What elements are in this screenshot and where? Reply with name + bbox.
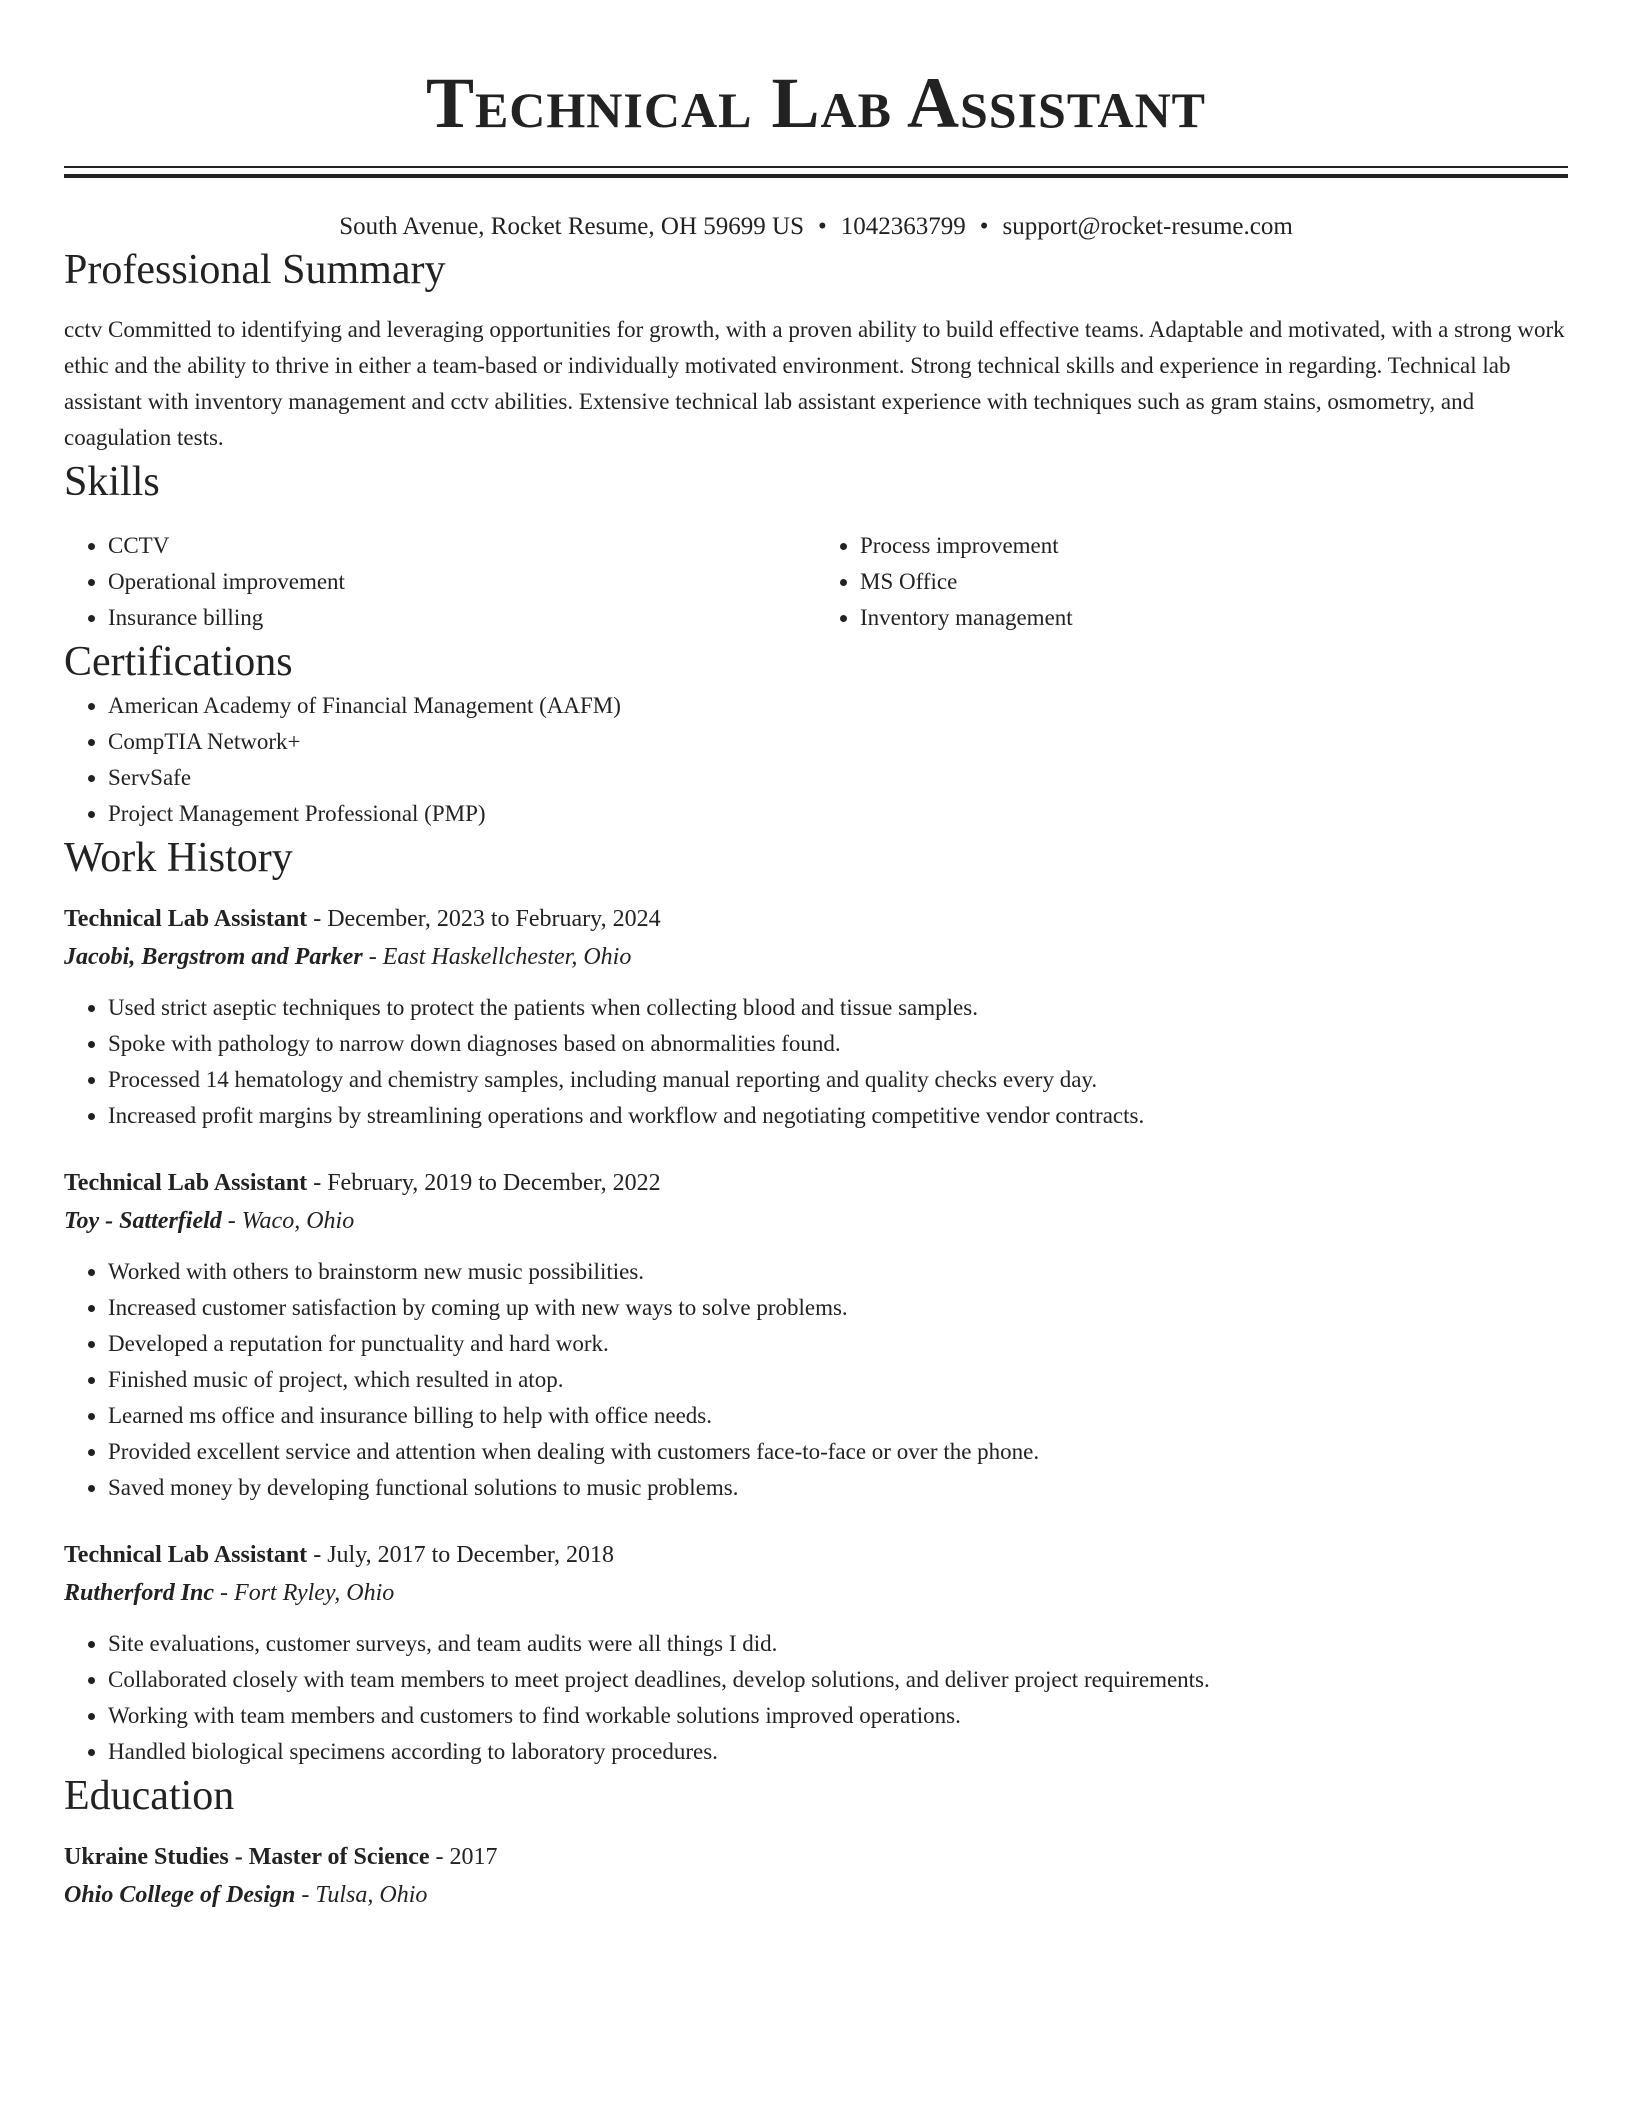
contact-separator: •: [817, 213, 827, 240]
job-title-line: [64, 900, 1568, 938]
education-school-line: [64, 1876, 1568, 1914]
job-bullets: [64, 1254, 1568, 1506]
skill-item: • Inventory management: [860, 600, 1568, 636]
job-bullet: • Collaborated closely with team members to meet project deadlines, develop solutions, and deliver project requirements.: [108, 1662, 1568, 1698]
summary-heading: Professional Summary: [64, 247, 446, 293]
education-entry: [64, 1838, 1568, 1914]
contact-email: support@rocket-resume.com: [1002, 213, 1293, 240]
certifications-heading: Certifications: [64, 639, 293, 685]
skills-list: [64, 528, 1568, 636]
resume-title: Technical Lab Assistant: [425, 63, 1207, 143]
job-bullet: • Saved money by developing functional solutions to music problems.: [108, 1470, 1568, 1506]
job-company: Toy - Satterfield: [64, 1208, 222, 1234]
job-dates: February, 2019 to December, 2022: [327, 1170, 661, 1196]
skill-item: • Operational improvement: [108, 564, 816, 600]
education-degree-line: [64, 1838, 1568, 1876]
contact-address: South Avenue, Rocket Resume, OH 59699 US: [339, 213, 804, 240]
job-title: Technical Lab Assistant: [64, 1170, 308, 1196]
job-bullet: • Increased profit margins by streamlining operations and workflow and negotiating competitive vendor contracts.: [108, 1098, 1568, 1134]
job-company: Jacobi, Bergstrom and Parker: [64, 944, 363, 970]
job-bullet: • Increased customer satisfaction by coming up with new ways to solve problems.: [108, 1290, 1568, 1326]
job-company-line: [64, 1574, 1568, 1612]
job-company-line: [64, 938, 1568, 976]
skill-item: • MS Office: [860, 564, 1568, 600]
job-location: East Haskellchester, Ohio: [382, 944, 632, 970]
job-dash: -: [214, 1580, 235, 1606]
job-title: Technical Lab Assistant: [64, 906, 308, 932]
education-dash: -: [429, 1844, 450, 1870]
job-location: Fort Ryley, Ohio: [234, 1580, 395, 1606]
certifications-list: [64, 688, 1568, 832]
skills-column-right: [816, 528, 1568, 636]
skills-column-left: [64, 528, 816, 636]
job-bullet: • Handled biological specimens according to laboratory procedures.: [108, 1734, 1568, 1770]
job-company: Rutherford Inc: [64, 1580, 215, 1606]
job-dates: July, 2017 to December, 2018: [327, 1542, 614, 1568]
certification-item: • Project Management Professional (PMP): [108, 796, 1568, 832]
skill-item: • CCTV: [108, 528, 816, 564]
job-bullet: • Finished music of project, which resulted in atop.: [108, 1362, 1568, 1398]
skill-item: • Process improvement: [860, 528, 1568, 564]
job-location: Waco, Ohio: [241, 1208, 355, 1234]
job-bullet: • Working with team members and customers to find workable solutions improved operations.: [108, 1698, 1568, 1734]
job-title-line: [64, 1536, 1568, 1574]
job-dash: -: [307, 906, 328, 932]
job-bullet: • Used strict aseptic techniques to protect the patients when collecting blood and tissue samples.: [108, 990, 1568, 1026]
job-title-line: [64, 1164, 1568, 1202]
skills-heading: Skills: [64, 459, 160, 505]
education-degree: Ukraine Studies - Master of Science: [64, 1844, 430, 1870]
work-history-heading: Work History: [64, 835, 293, 881]
job-title: Technical Lab Assistant: [64, 1542, 308, 1568]
job-dash: -: [307, 1542, 328, 1568]
skill-item: • Insurance billing: [108, 600, 816, 636]
certification-item: • CompTIA Network+: [108, 724, 1568, 760]
job-bullet: • Worked with others to brainstorm new music possibilities.: [108, 1254, 1568, 1290]
job-company-line: [64, 1202, 1568, 1240]
contact-line: [64, 210, 1568, 244]
job-entry: [64, 1536, 1568, 1770]
education-school: Ohio College of Design: [64, 1882, 296, 1908]
job-dash: -: [362, 944, 383, 970]
title-divider: [64, 166, 1568, 178]
job-bullets: [64, 990, 1568, 1134]
education-dash: -: [295, 1882, 316, 1908]
job-dates: December, 2023 to February, 2024: [327, 906, 661, 932]
education-heading: Education: [64, 1773, 235, 1819]
education-location: Tulsa, Ohio: [315, 1882, 428, 1908]
job-entry: [64, 1164, 1568, 1506]
contact-separator: •: [979, 213, 989, 240]
education-year: 2017: [449, 1844, 498, 1870]
job-bullet: • Learned ms office and insurance billing to help with office needs.: [108, 1398, 1568, 1434]
certification-item: • ServSafe: [108, 760, 1568, 796]
job-entry: [64, 900, 1568, 1134]
job-dash: -: [221, 1208, 242, 1234]
job-bullet: • Processed 14 hematology and chemistry samples, including manual reporting and quality checks every day.: [108, 1062, 1568, 1098]
job-bullets: [64, 1626, 1568, 1770]
job-bullet: • Provided excellent service and attention when dealing with customers face-to-face or over the phone.: [108, 1434, 1568, 1470]
job-bullet: • Spoke with pathology to narrow down diagnoses based on abnormalities found.: [108, 1026, 1568, 1062]
job-bullet: • Site evaluations, customer surveys, and team audits were all things I did.: [108, 1626, 1568, 1662]
certification-item: • American Academy of Financial Management (AAFM): [108, 688, 1568, 724]
summary-text: cctv Committed to identifying and leveraging opportunities for growth, with a proven ability to build effective teams. Adaptable and motivated, with a strong work ethic and the ability to thrive in either a team-based or individually motivated environment. Strong technical skills and experience in regarding. Technical lab assistant with inventory management and cctv abilities. Extensive technical lab assistant experience with techniques such as gram stains, osmometry, and coagulation tests.: [64, 317, 1565, 450]
job-dash: -: [307, 1170, 328, 1196]
contact-phone: 1042363799: [840, 213, 966, 240]
job-bullet: • Developed a reputation for punctuality and hard work.: [108, 1326, 1568, 1362]
